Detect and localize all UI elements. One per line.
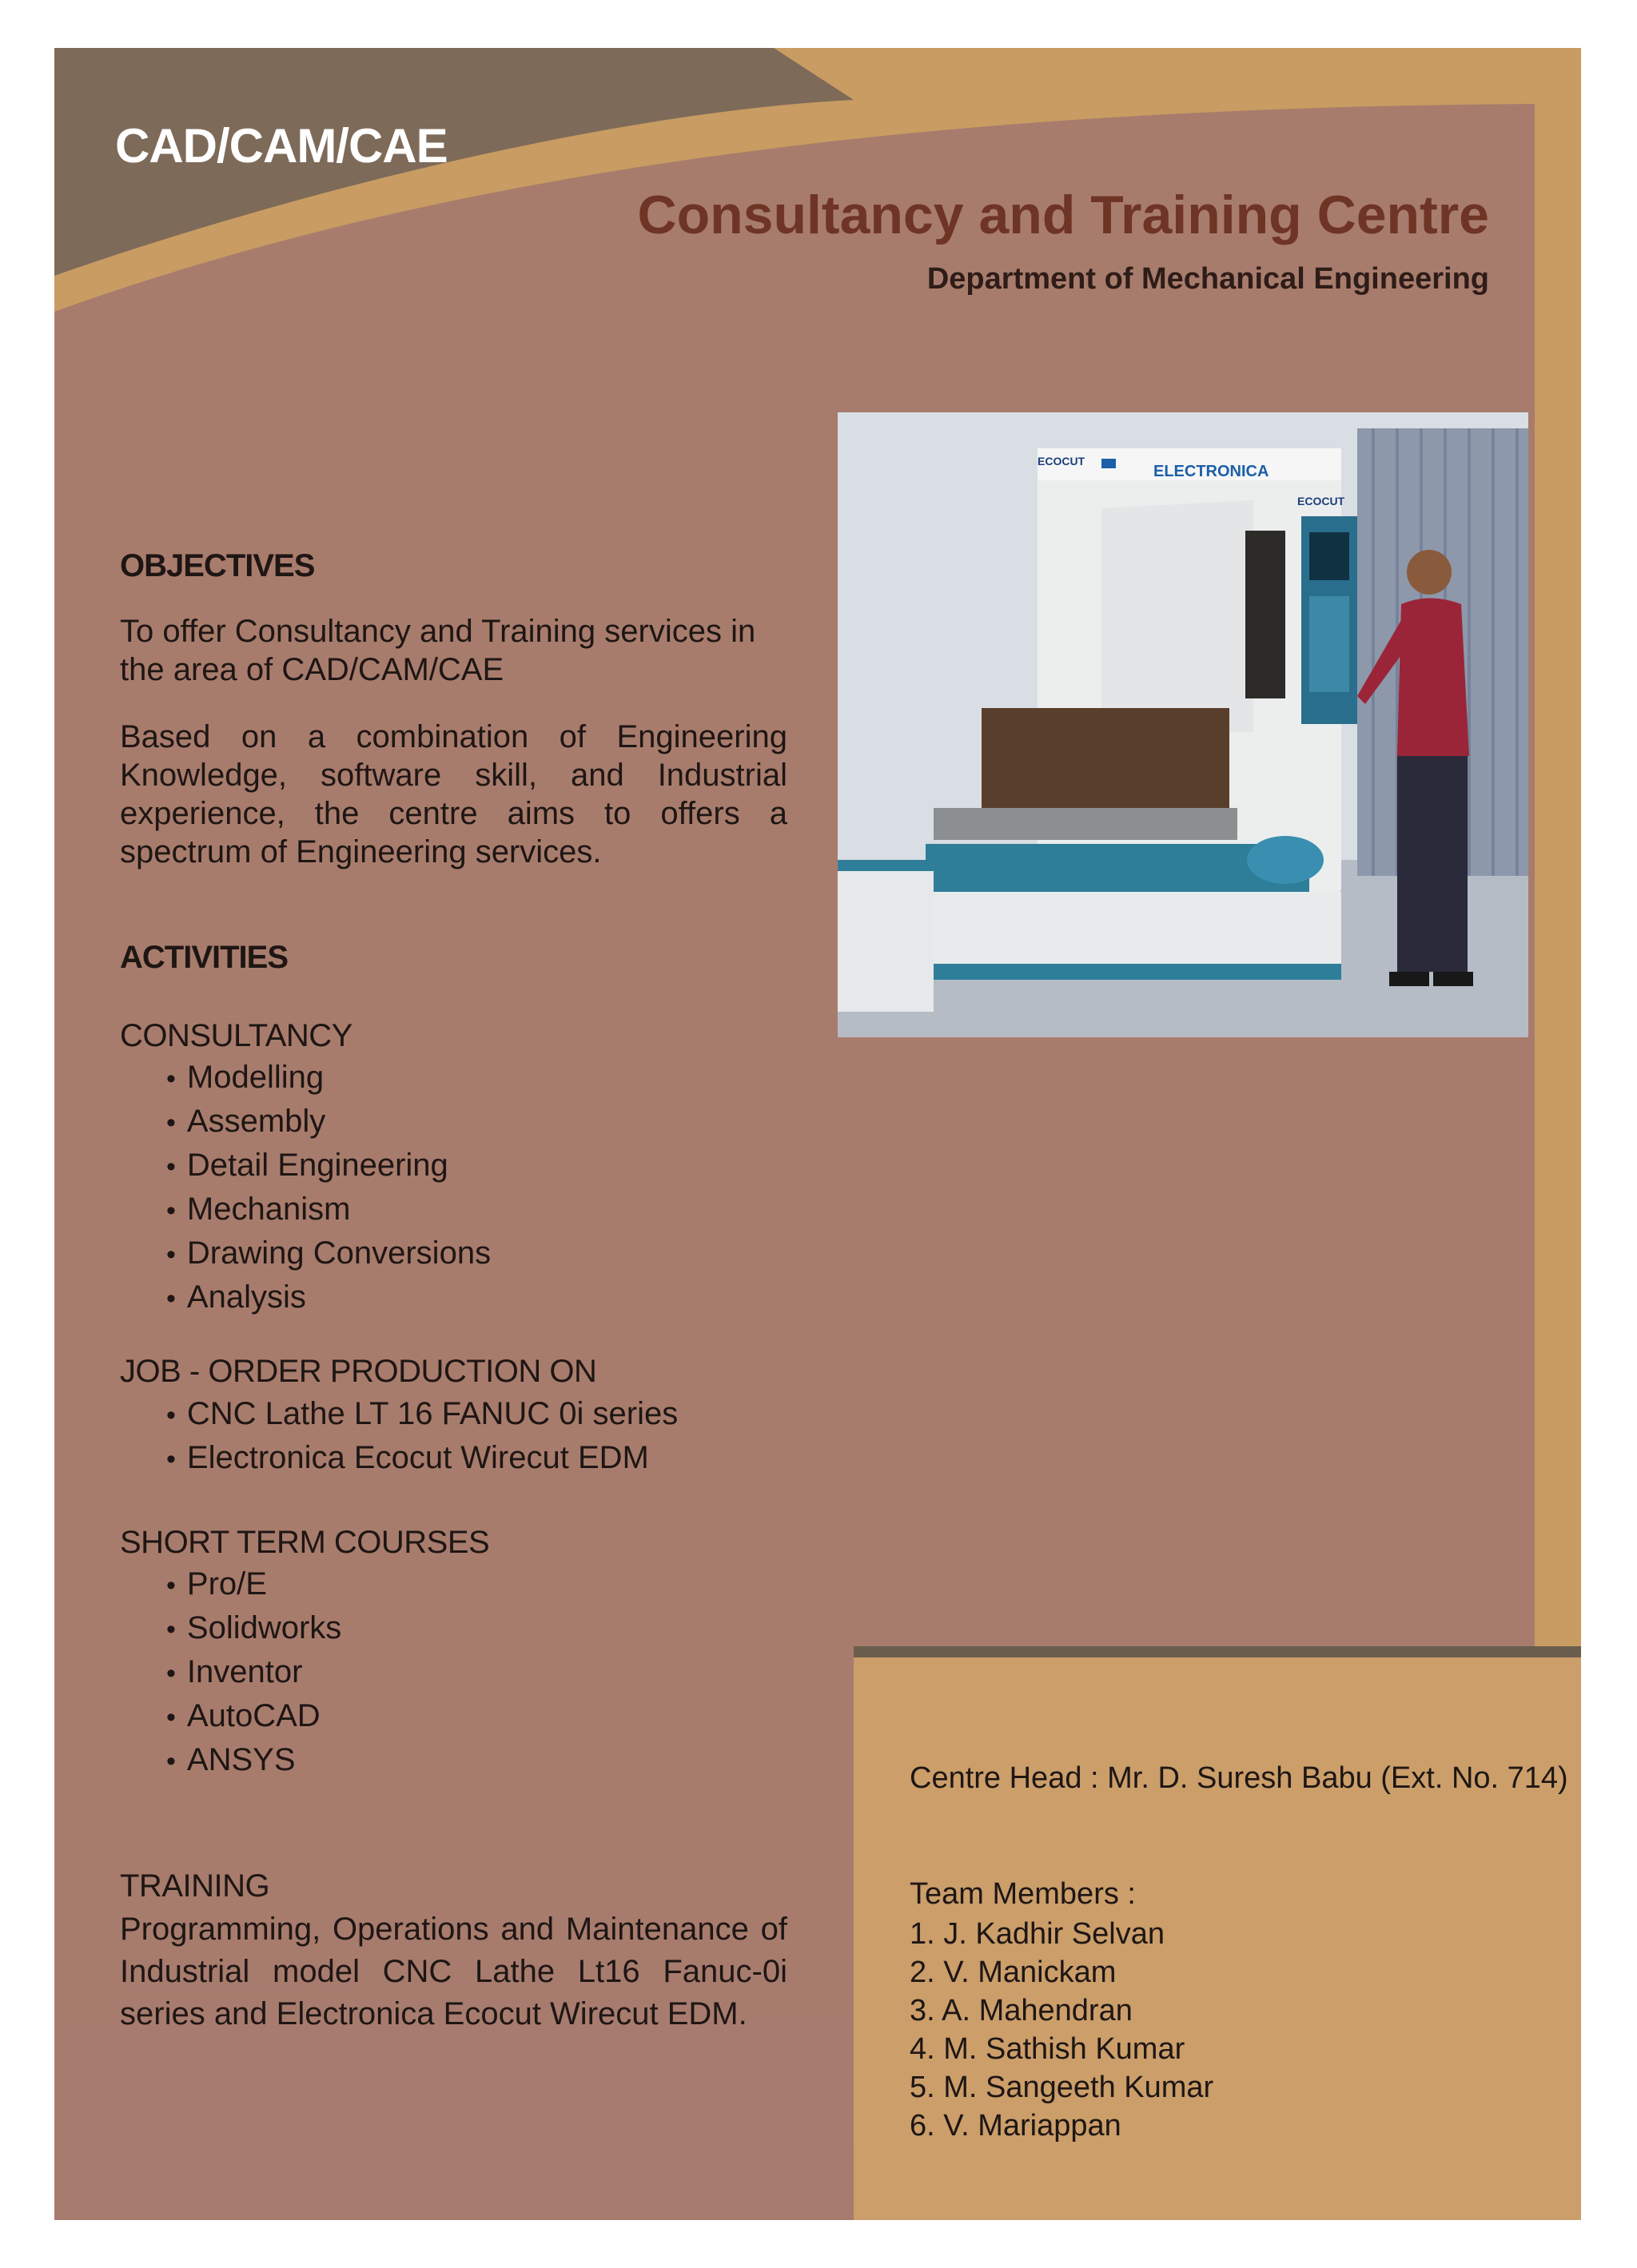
list-item: • Electronica Ecocut Wirecut EDM [166,1437,678,1481]
team-member: 3. A. Mahendran [910,1994,1133,2027]
list-item: • Detail Engineering [166,1144,491,1188]
consultancy-list [166,1056,491,1320]
list-item: • ANSYS [166,1739,341,1783]
team-member: 4. M. Sathish Kumar [910,2032,1185,2066]
training-label: TRAINING [120,1868,270,1904]
machine-logo-left: ECOCUT [1038,455,1085,468]
machine-logo-right: ECOCUT [1297,495,1345,507]
consultancy-label: CONSULTANCY [120,1018,352,1053]
team-member: 5. M. Sangeeth Kumar [910,2071,1214,2104]
list-item: • Assembly [166,1100,491,1144]
team-member: 2. V. Manickam [910,1956,1117,1989]
machine-brand-label: ELECTRONICA [1153,463,1269,480]
list-item: • CNC Lathe LT 16 FANUC 0i series [166,1393,678,1437]
page-title: Consultancy and Training Centre [637,185,1489,245]
team-members-label: Team Members : [910,1877,1136,1911]
page-subtitle: Department of Mechanical Engineering [926,262,1489,296]
team-members-list [910,1915,1213,2145]
activities-heading: ACTIVITIES [120,940,289,975]
team-member: 6. V. Mariappan [910,2109,1121,2143]
training-text: Programming, Operations and Maintenance of Industrial model CNC Lathe Lt16 Fanuc-0i series and Electronica Ecocut Wirecut EDM. [120,1912,787,2031]
job-order-label: JOB - ORDER PRODUCTION ON [120,1354,597,1389]
short-term-courses-label: SHORT TERM COURSES [120,1525,490,1560]
list-item: • Pro/E [166,1563,341,1607]
centre-head: Centre Head : Mr. D. Suresh Babu (Ext. No. 714) [910,1761,1568,1795]
list-item: • Solidworks [166,1607,341,1651]
short-term-courses-list [166,1563,341,1783]
list-item: • Inventor [166,1651,341,1695]
objectives-heading: OBJECTIVES [120,548,315,583]
team-member: 1. J. Kadhir Selvan [910,1917,1165,1951]
objectives-paragraph-1: To offer Consultancy and Training services in the area of CAD/CAM/CAE [120,614,756,687]
edm-machine-photo [838,412,1528,1037]
list-item: • Modelling [166,1056,491,1100]
list-item: • Drawing Conversions [166,1232,491,1276]
job-order-list [166,1393,678,1481]
team-info-box [854,1646,1581,2220]
objectives-paragraph-2: Based on a combination of Engineering Knowledge, software skill, and Industrial experience, the centre aims to offers a spectrum of Engineering services. [120,719,787,869]
brochure-page [54,48,1581,2220]
list-item: • AutoCAD [166,1695,341,1739]
section-label: CAD/CAM/CAE [115,119,448,173]
list-item: • Mechanism [166,1188,491,1232]
list-item: • Analysis [166,1276,491,1320]
